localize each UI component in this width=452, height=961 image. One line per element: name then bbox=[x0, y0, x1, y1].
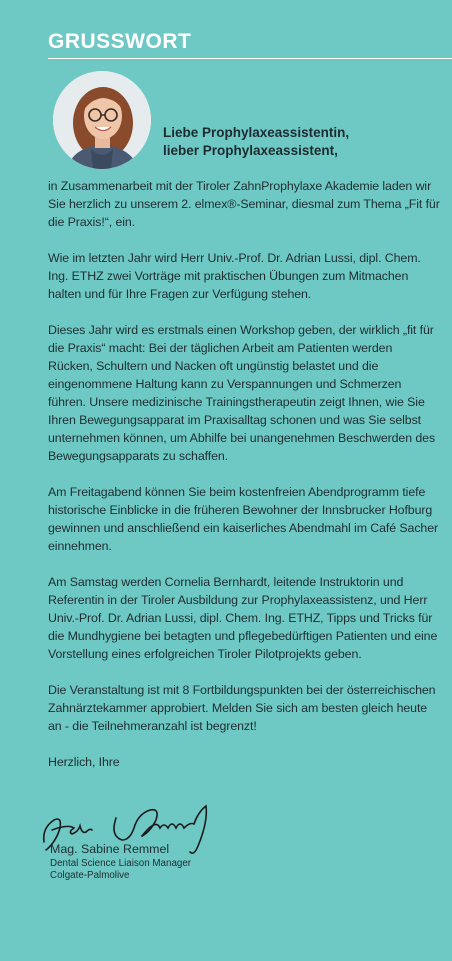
paragraph-evening-program: Am Freitagabend können Sie beim kostenfreien Abendprogramm tiefe historische Einblicke in die früheren Bewohner der Innsbrucker Hofburg gewinnen und anschließend ein kaiserliches Abendmahl im Café Sacher einnehmen. bbox=[48, 485, 439, 553]
paragraph-registration: Die Veranstaltung ist mit 8 Fortbildungspunkten bei der österreichischen Zahnärztekammer approbiert. Melden Sie sich am besten gleich heute an - die Teilnehmeranzahl ist begrenzt! bbox=[48, 683, 436, 733]
sign-off: Herzlich, Ihre bbox=[48, 755, 120, 769]
salutation-line-2: lieber Prophylaxeassistent, bbox=[163, 143, 338, 158]
page-title: GRUSSWORT bbox=[48, 30, 192, 53]
paragraph-lectures: Wie im letzten Jahr wird Herr Univ.-Prof. Dr. Adrian Lussi, dipl. Chem. Ing. ETHZ zwei Vorträge mit praktischen Übungen zum Mitmachen halten und für Ihre Fragen zur Verfügung stehen. bbox=[48, 251, 421, 301]
paragraph-saturday: Am Samstag werden Cornelia Bernhardt, leitende Instruktorin und Referentin in der Tiroler Ausbildung zur Prophylaxeassistenz, und Herr Univ.-Prof. Dr. Adrian Lussi, dipl. Chem. Ing. ETHZ, Tipps und Tricks für die Mundhygiene bei betagten und pflegebedürftigen Patienten und eine Vorstellung eines erfolgreichen Tiroler Pilotprojekts geben. bbox=[48, 575, 438, 661]
salutation-line-1: Liebe Prophylaxeassistentin, bbox=[163, 125, 350, 140]
title-divider bbox=[48, 58, 452, 59]
signatory-name: Mag. Sabine Remmel bbox=[50, 842, 170, 856]
letter-body bbox=[48, 177, 440, 789]
salutation bbox=[163, 124, 349, 160]
signatory-role: Dental Science Liaison Manager bbox=[50, 858, 192, 869]
paragraph-intro: in Zusammenarbeit mit der Tiroler ZahnProphylaxe Akademie laden wir Sie herzlich zu unserem 2. elmex®-Seminar, diesmal zum Thema „Fit für die Praxis!“, ein. bbox=[48, 179, 440, 229]
paragraph-workshop: Dieses Jahr wird es erstmals einen Workshop geben, der wirklich „fit für die Praxis“ macht: Bei der täglichen Arbeit am Patienten werden Rücken, Schultern und Nacken oft ungünstig belastet und die eingenommene Haltung kann zu Verspannungen und Schmerzen führen. Unsere medizinische Trainingstherapeutin zeigt Ihnen, wie Sie Ihren Bewegungsapparat im Praxisalltag schonen und was Sie selbst unternehmen können, um Abhilfe bei unangenehmen Beschwerden des Bewegungsapparats zu schaffen. bbox=[48, 323, 436, 463]
author-portrait bbox=[53, 71, 151, 169]
signatory-company: Colgate-Palmolive bbox=[50, 870, 130, 881]
